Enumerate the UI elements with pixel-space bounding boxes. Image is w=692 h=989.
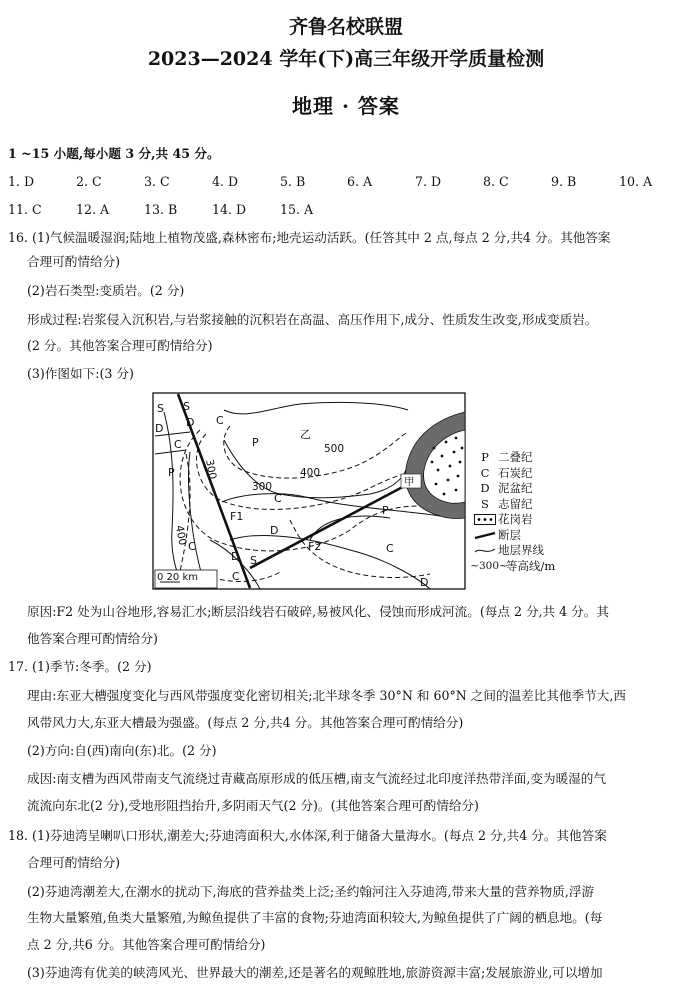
org-title: 齐鲁名校联盟	[288, 16, 403, 38]
mc-answer: 8. C	[483, 174, 509, 189]
subject-title: 地理 · 答案	[292, 94, 400, 118]
fault-label: F1	[230, 510, 244, 523]
mc-answer: 4. D	[212, 174, 239, 189]
legend-item: P 二叠纪	[481, 450, 533, 464]
mc-answer: 1. D	[8, 174, 35, 189]
legend-item: 花岗岩	[472, 512, 555, 528]
map-label: C	[174, 438, 182, 451]
boundary-symbol	[474, 545, 496, 556]
mc-answer: 6. A	[347, 174, 373, 189]
mc-answer: 12. A	[76, 202, 110, 217]
scale-bar-label: 0 20 km	[157, 572, 198, 583]
contour-label: 400	[173, 524, 189, 547]
map-legend	[472, 450, 555, 574]
map-label: 甲	[404, 476, 415, 488]
mc-answer: 14. D	[212, 202, 247, 217]
mc-answer: 13. B	[144, 202, 178, 217]
map-label: S	[183, 400, 190, 413]
contour-label: 400	[300, 467, 321, 479]
fault-symbol	[474, 530, 496, 541]
q18-line-4: 生物大量繁殖,鱼类大量繁殖,为鲸鱼提供了丰富的食物;芬迪湾面积较大,为鲸鱼提供了广阔的栖息地。(每	[27, 910, 603, 925]
mc-answer: 7. D	[415, 174, 442, 189]
q17-line-2: 理由:东亚大槽强度变化与西风带强度变化密切相关;北半球冬季 30°N 和 60°N 之间的温差比其他季节大,西	[27, 688, 626, 703]
map-label: 乙	[300, 428, 311, 441]
map-label: D	[155, 422, 164, 435]
q18-line-2: 合理可酌情给分)	[27, 855, 121, 870]
exam-title: 2023—2024 学年(下)高三年级开学质量检测	[147, 48, 545, 70]
map-label: P	[382, 504, 389, 517]
map-label: C	[216, 414, 224, 427]
mc-answer: 9. B	[551, 174, 577, 189]
map-label: C	[386, 542, 394, 555]
legend-item: C 石炭纪	[480, 465, 533, 480]
map-label: D	[270, 524, 279, 537]
q16-line-1: 16. (1)气候温暖湿润;陆地上植物茂盛,森林密布;地壳运动活跃。(任答其中 2 点,每点 2 分,共4 分。其他答案	[8, 230, 611, 245]
granite-symbol	[474, 514, 496, 525]
q16-line-5: (2 分。其他答案合理可酌情给分)	[27, 338, 213, 353]
mc-answer: 11. C	[8, 202, 42, 217]
q18-line-6: (3)芬迪湾有优美的峡湾风光、世界最大的潮差,还是著名的观鲸胜地,旅游资源丰富;发展旅游业,可以增加	[27, 965, 603, 980]
q17-line-4: (2)方向:自(西)南向(东)北。(2 分)	[27, 743, 217, 758]
mc-intro: 1 ~15 小题,每小题 3 分,共 45 分。	[8, 146, 220, 161]
q17-line-5: 成因:南支槽为西风带南支气流绕过青藏高原形成的低压槽,南支气流经过北印度洋热带洋面,变为暖湿的气	[27, 771, 606, 786]
q18-line-3: (2)芬迪湾潮差大,在潮水的扰动下,海底的营养盐类上泛;圣约翰河注入芬迪湾,带来大量的营养物质,浮游	[27, 884, 595, 899]
mc-answer: 2. C	[76, 174, 102, 189]
map-label: S	[250, 554, 257, 567]
q16-line-6: (3)作图如下:(3 分)	[27, 366, 134, 381]
q17-line-1: 17. (1)季节:冬季。(2 分)	[8, 659, 152, 674]
fault-label: F2	[308, 540, 322, 553]
map-label: C	[188, 540, 196, 553]
mc-answer: 3. C	[144, 174, 170, 189]
contour-label: 300	[203, 458, 219, 481]
mc-answer: 10. A	[619, 174, 653, 189]
map-label: P	[252, 436, 259, 449]
q16-line-7: 原因:F2 处为山谷地形,容易汇水;断层沿线岩石破碎,易被风化、侵蚀而形成河流。(每点 2 分,共 4 分。其	[27, 604, 609, 619]
legend-item: 地层界线	[472, 543, 555, 559]
q16-line-2: 合理可酌情给分)	[27, 254, 121, 269]
q17-line-3: 风带风力大,东亚大槽最为强盛。(每点 2 分,共4 分。其他答案合理可酌情给分)	[27, 715, 464, 730]
mc-answer: 15. A	[280, 202, 314, 217]
q16-line-8: 他答案合理可酌情给分)	[27, 631, 158, 646]
legend-item: 断层	[472, 528, 555, 544]
legend-item: D 泥盆纪	[480, 481, 533, 495]
legend-item: S 志留纪	[481, 496, 533, 511]
map-label: D	[186, 416, 195, 429]
q18-line-1: 18. (1)芬迪湾呈喇叭口形状,潮差大;芬迪湾面积大,水体深,利于储备大量海水。(每点 2 分,共4 分。其他答案	[8, 828, 607, 843]
contour-label: 300	[252, 481, 273, 493]
map-label: D	[231, 550, 240, 563]
map-label: S	[157, 402, 164, 415]
q16-line-4: 形成过程:岩浆侵入沉积岩,与岩浆接触的沉积岩在高温、高压作用下,成分、性质发生改变,形成变质岩。	[27, 312, 598, 327]
map-label: C	[274, 492, 282, 505]
contour-label: 500	[324, 443, 345, 455]
map-label: D	[420, 576, 429, 589]
q16-line-3: (2)岩石类型:变质岩。(2 分)	[27, 283, 185, 298]
legend-item: ~300~ 等高线/m	[470, 558, 556, 573]
map-label: P	[168, 466, 175, 479]
q18-line-5: 点 2 分,共6 分。其他答案合理可酌情给分)	[27, 937, 266, 952]
geologic-map	[150, 390, 470, 596]
mc-answer: 5. B	[280, 174, 306, 189]
q17-line-6: 流流向东北(2 分),受地形阻挡抬升,多阴雨天气(2 分)。(其他答案合理可酌情给分)	[27, 798, 479, 813]
map-label: C	[232, 570, 240, 583]
